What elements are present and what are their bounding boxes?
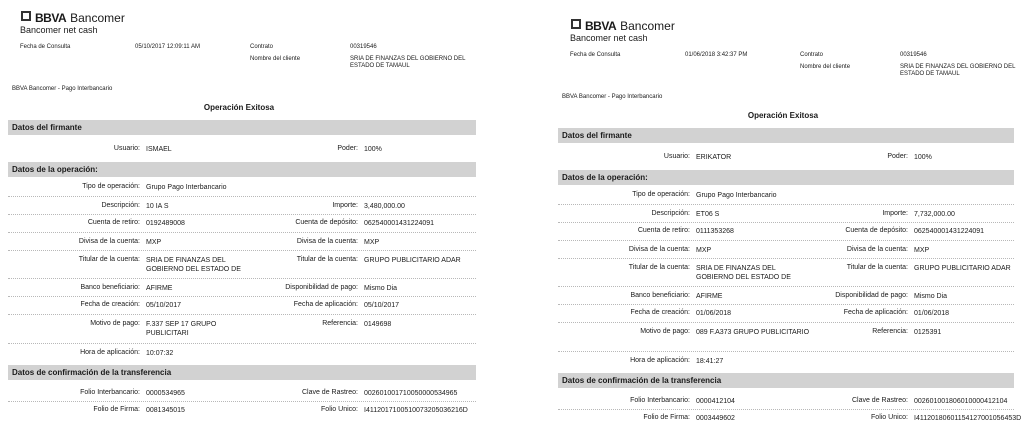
banco-label: Banco beneficiario: (80, 284, 140, 291)
fecha-creacion-value: 01/06/2018 (696, 310, 732, 317)
row-divider (558, 222, 1014, 223)
fecha-aplicacion-value: 05/10/2017 (364, 302, 400, 309)
importe-value: 3,480,000.00 (364, 203, 405, 210)
fecha-aplicacion-value: 01/06/2018 (914, 310, 950, 317)
cuenta-retiro-value: 0192489008 (146, 220, 185, 227)
section-confirmacion: Datos de confirmación de la transferencia (558, 373, 1014, 388)
motivo-label: Motivo de pago: (90, 320, 140, 327)
fecha-aplicacion-label: Fecha de aplicación: (843, 309, 908, 316)
poder-label: Poder: (337, 145, 358, 152)
receipt-panel-right (550, 0, 1022, 430)
tipo-value: Grupo Pago Interbancario (696, 192, 777, 199)
divisa-deposito-label: Divisa de la cuenta: (846, 246, 908, 253)
row-divider (8, 250, 476, 251)
consulta-label: Fecha de Consulta (570, 52, 621, 58)
folio-unico-value: I41120180601154127001056453D (914, 415, 1022, 422)
cuenta-retiro-value: 0111353268 (696, 228, 734, 235)
page-title: Operación Exitosa (203, 103, 275, 112)
fecha-creacion-label: Fecha de creación: (630, 309, 690, 316)
cuenta-retiro-label: Cuenta de retiro: (87, 219, 140, 226)
clave-rastreo-label: Clave de Rastreo: (851, 397, 908, 404)
logo-name: Bancomer (70, 11, 125, 25)
row-divider (558, 409, 1014, 410)
poder-value: 100% (914, 154, 932, 161)
folio-interbancario-label: Folio Interbancario: (80, 389, 140, 396)
referencia-value: 0149698 (364, 321, 392, 328)
cuenta-deposito-value: 062540001431224091 (914, 228, 985, 235)
disponibilidad-label: Disponibilidad de pago: (835, 292, 908, 299)
cuenta-deposito-label: Cuenta de depósito: (845, 227, 908, 234)
motivo-value-1: 089 F.A373 GRUPO PUBLICITARIO (696, 329, 810, 336)
banco-value: AFIRME (146, 285, 173, 292)
divisa-retiro-label: Divisa de la cuenta: (628, 246, 690, 253)
row-divider (8, 278, 476, 279)
cliente-value-2: ESTADO DE TAMAUL (350, 63, 410, 69)
titular-deposito-value: GRUPO PUBLICITARIO ADAR (914, 265, 1011, 272)
titular-retiro-label: Titular de la cuenta: (78, 256, 140, 263)
hora-value: 10:07:32 (146, 350, 174, 357)
section-operacion: Datos de la operación: (8, 162, 476, 177)
folio-unico-value: I4112017100510073205036216D (364, 407, 468, 414)
consulta-label: Fecha de Consulta (20, 44, 71, 50)
divisa-deposito-value: MXP (364, 239, 380, 246)
descripcion-value: 10 IA S (146, 203, 169, 210)
fecha-creacion-label: Fecha de creación: (80, 301, 140, 308)
hora-label: Hora de aplicación: (80, 349, 140, 356)
poder-value: 100% (364, 146, 382, 153)
motivo-value-2: PUBLICITARI (146, 330, 189, 337)
cuenta-deposito-label: Cuenta de depósito: (295, 219, 358, 226)
divisa-retiro-value: MXP (146, 239, 162, 246)
titular-retiro-label: Titular de la cuenta: (628, 264, 690, 271)
usuario-label: Usuario: (113, 145, 140, 152)
clave-rastreo-label: Clave de Rastreo: (301, 389, 358, 396)
consulta-value: 01/06/2018 3:42:37 PM (685, 52, 748, 58)
breadcrumb: BBVA Bancomer - Pago Interbancario (12, 86, 113, 92)
poder-label: Poder: (887, 153, 908, 160)
row-divider (558, 286, 1014, 287)
titular-deposito-value: GRUPO PUBLICITARIO ADAR (364, 257, 461, 264)
importe-label: Importe: (882, 210, 908, 217)
cliente-value-2: ESTADO DE TAMAUL (900, 71, 960, 77)
titular-retiro-value-2: GOBIERNO DEL ESTADO DE (696, 274, 791, 281)
importe-label: Importe: (332, 202, 358, 209)
cliente-label: Nombre del cliente (250, 56, 301, 62)
row-divider (558, 351, 1014, 352)
titular-deposito-label: Titular de la cuenta: (296, 256, 358, 263)
clave-rastreo-value: 002601001710050000534965 (364, 390, 458, 397)
row-divider (8, 401, 476, 402)
cuenta-retiro-label: Cuenta de retiro: (637, 227, 690, 234)
logo-mark: BBVA (585, 19, 617, 33)
folio-interbancario-value: 0000412104 (696, 398, 735, 405)
logo-name: Bancomer (620, 19, 675, 33)
tipo-label: Tipo de operación: (82, 183, 140, 190)
row-divider (558, 322, 1014, 323)
tipo-value: Grupo Pago Interbancario (146, 184, 227, 191)
titular-deposito-label: Titular de la cuenta: (846, 264, 908, 271)
row-divider (558, 204, 1014, 205)
titular-retiro-value-1: SRIA DE FINANZAS DEL (696, 265, 776, 272)
cliente-value-1: SRIA DE FINANZAS DEL GOBIERNO DEL (350, 56, 466, 62)
disponibilidad-value: Mismo Dia (364, 285, 398, 292)
breadcrumb: BBVA Bancomer - Pago Interbancario (562, 94, 663, 100)
banco-value: AFIRME (696, 293, 723, 300)
cuenta-deposito-value: 062540001431224091 (364, 220, 435, 227)
importe-value: 7,732,000.00 (914, 211, 955, 218)
cliente-label: Nombre del cliente (800, 64, 851, 70)
row-divider (558, 240, 1014, 241)
contrato-value: 00319546 (900, 52, 927, 58)
receipt-panel-left (0, 0, 478, 430)
section-operacion: Datos de la operación: (558, 170, 1014, 185)
row-divider (8, 296, 476, 297)
folio-interbancario-label: Folio Interbancario: (630, 397, 690, 404)
descripcion-label: Descripción: (651, 210, 690, 217)
row-divider (8, 314, 476, 315)
hora-label: Hora de aplicación: (630, 357, 690, 364)
fecha-aplicacion-label: Fecha de aplicación: (293, 301, 358, 308)
referencia-label: Referencia: (322, 320, 358, 327)
section-confirmacion: Datos de confirmación de la transferencia (8, 365, 476, 380)
subtitle: Bancomer net cash (20, 25, 98, 35)
divisa-deposito-label: Divisa de la cuenta: (296, 238, 358, 245)
divisa-deposito-value: MXP (914, 247, 930, 254)
row-divider (8, 214, 476, 215)
tipo-label: Tipo de operación: (632, 191, 690, 198)
contrato-label: Contrato (250, 44, 274, 50)
page-title: Operación Exitosa (747, 111, 819, 120)
logo-mark: BBVA (35, 11, 67, 25)
row-divider (558, 258, 1014, 259)
folio-firma-label: Folio de Firma: (93, 406, 140, 413)
disponibilidad-value: Mismo Dia (914, 293, 948, 300)
hora-value: 18:41:27 (696, 358, 724, 365)
referencia-value: 0125391 (914, 329, 942, 336)
clave-rastreo-value: 002601001806010000412104 (914, 398, 1008, 405)
divisa-retiro-value: MXP (696, 247, 712, 254)
folio-unico-label: Folio Unico: (321, 406, 358, 413)
row-divider (8, 196, 476, 197)
row-divider (8, 232, 476, 233)
disponibilidad-label: Disponibilidad de pago: (285, 284, 358, 291)
usuario-value: ERIKATOR (696, 154, 732, 161)
folio-firma-label: Folio de Firma: (643, 414, 690, 421)
titular-retiro-value-2: GOBIERNO DEL ESTADO DE (146, 266, 241, 273)
row-divider (8, 343, 476, 344)
motivo-value-1: F.337 SEP 17 GRUPO (146, 321, 217, 328)
descripcion-label: Descripción: (101, 202, 140, 209)
divisa-retiro-label: Divisa de la cuenta: (78, 238, 140, 245)
folio-interbancario-value: 0000534965 (146, 390, 185, 397)
folio-firma-value: 0003449602 (696, 415, 735, 422)
referencia-label: Referencia: (872, 328, 908, 335)
fecha-creacion-value: 05/10/2017 (146, 302, 182, 309)
usuario-value: ISMAEL (146, 146, 172, 153)
motivo-label: Motivo de pago: (640, 328, 690, 335)
subtitle: Bancomer net cash (570, 33, 648, 43)
contrato-label: Contrato (800, 52, 824, 58)
descripcion-value: ET06 S (696, 211, 720, 218)
banco-label: Banco beneficiario: (630, 292, 690, 299)
row-divider (558, 304, 1014, 305)
cliente-value-1: SRIA DE FINANZAS DEL GOBIERNO DEL (900, 64, 1016, 70)
section-firmante: Datos del firmante (8, 120, 476, 135)
titular-retiro-value-1: SRIA DE FINANZAS DEL (146, 257, 226, 264)
folio-unico-label: Folio Unico: (871, 414, 908, 421)
section-firmante: Datos del firmante (558, 128, 1014, 143)
contrato-value: 00319546 (350, 44, 377, 50)
folio-firma-value: 0081345015 (146, 407, 185, 414)
usuario-label: Usuario: (663, 153, 690, 160)
consulta-value: 05/10/2017 12:09:11 AM (135, 44, 200, 50)
